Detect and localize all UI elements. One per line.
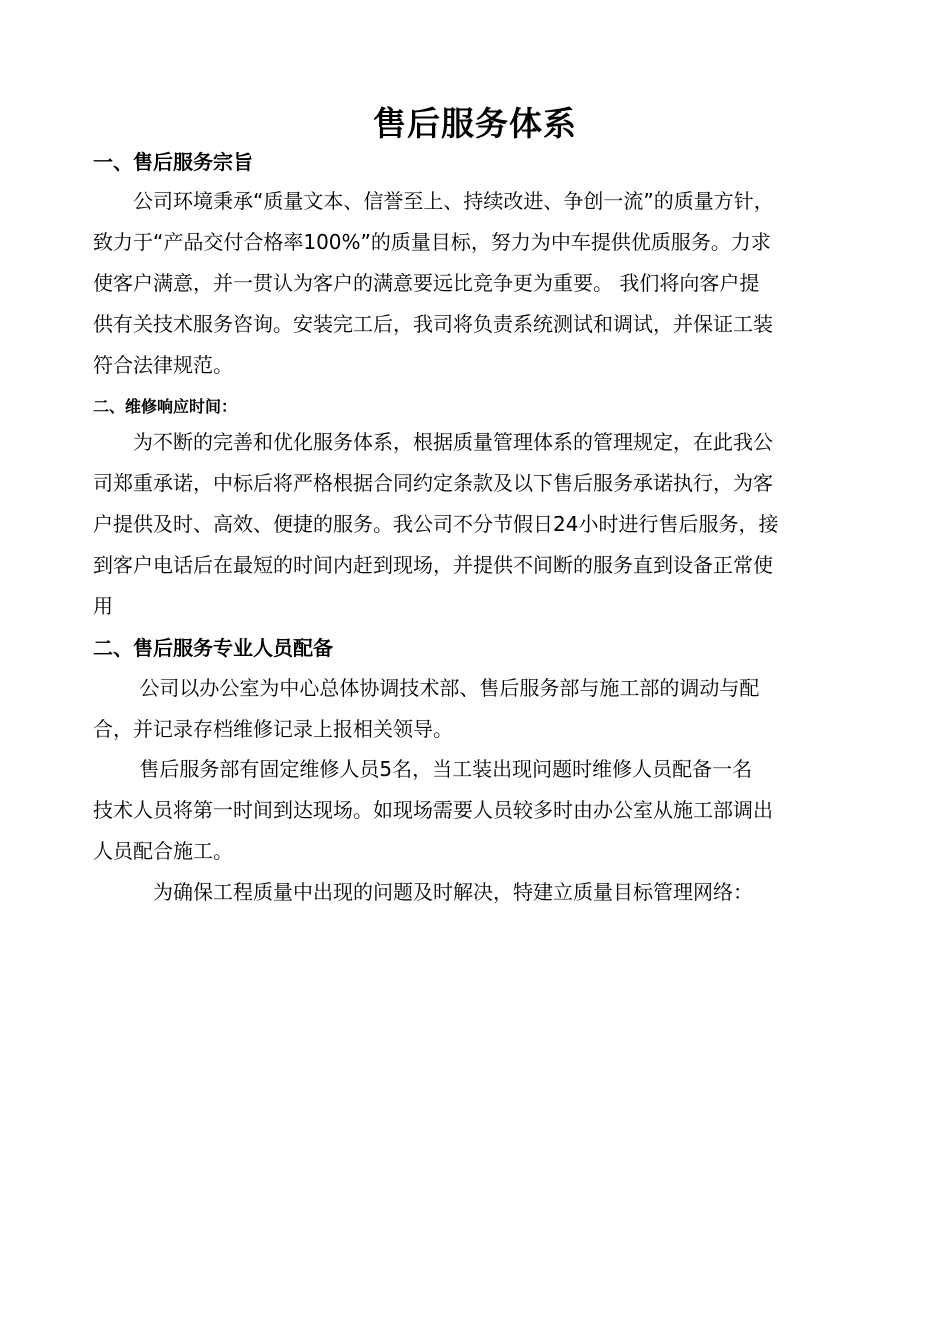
paragraph-line: 公司以办公室为中心总体协调技术部、售后服务部与施工部的调动与配 — [93, 676, 760, 700]
paragraph-line: 到客户电话后在最短的时间内赶到现场，并提供不间断的服务直到设备正常使 — [93, 553, 773, 577]
paragraph-line: 户提供及时、高效、便捷的服务。我公司不分节假日24小时进行售后服务，接 — [93, 512, 779, 536]
paragraph-line: 司郑重承诺，中标后将严格根据合同约定条款及以下售后服务承诺执行，为客 — [93, 471, 773, 495]
section-heading-purpose: 一、售后服务宗旨 — [93, 150, 253, 174]
paragraph-line: 符合法律规范。 — [93, 353, 233, 377]
paragraph-line: 用 — [93, 594, 113, 618]
paragraph-line: 为不断的完善和优化服务体系，根据质量管理体系的管理规定，在此我公 — [93, 430, 773, 454]
section-staffing-paragraph-2 — [93, 749, 861, 872]
paragraph-line: 供有关技术服务咨询。安装完工后，我司将负责系统测试和调试，并保证工装 — [93, 312, 773, 336]
paragraph-line: 售后服务部有固定维修人员5名，当工装出现问题时维修人员配备一名 — [93, 757, 753, 781]
section-heading-staffing: 二、售后服务专业人员配备 — [93, 636, 333, 660]
section-staffing-paragraph-3 — [93, 872, 861, 913]
paragraph-line: 合，并记录存档维修记录上报相关领导。 — [93, 717, 453, 741]
paragraph-line: 公司环境秉承“质量文本、信誉至上、持续改进、争创一流”的质量方针， — [93, 189, 774, 213]
section-response-paragraph — [93, 422, 861, 627]
paragraph-line: 使客户满意，并一贯认为客户的满意要远比竞争更为重要。 我们将向客户提 — [93, 271, 760, 295]
paragraph-line: 致力于“产品交付合格率100%”的质量目标，努力为中车提供优质服务。力求 — [93, 230, 771, 254]
document-title: 售后服务体系 — [373, 104, 577, 143]
section-staffing-paragraph-1 — [93, 668, 861, 750]
paragraph-line: 人员配合施工。 — [93, 839, 233, 863]
section-purpose-paragraph — [93, 181, 861, 386]
section-heading-response-time: 二、维修响应时间： — [93, 397, 238, 416]
paragraph-line: 技术人员将第一时间到达现场。如现场需要人员较多时由办公室从施工部调出 — [93, 798, 773, 822]
paragraph-line: 为确保工程质量中出现的问题及时解决，特建立质量目标管理网络： — [93, 880, 753, 904]
